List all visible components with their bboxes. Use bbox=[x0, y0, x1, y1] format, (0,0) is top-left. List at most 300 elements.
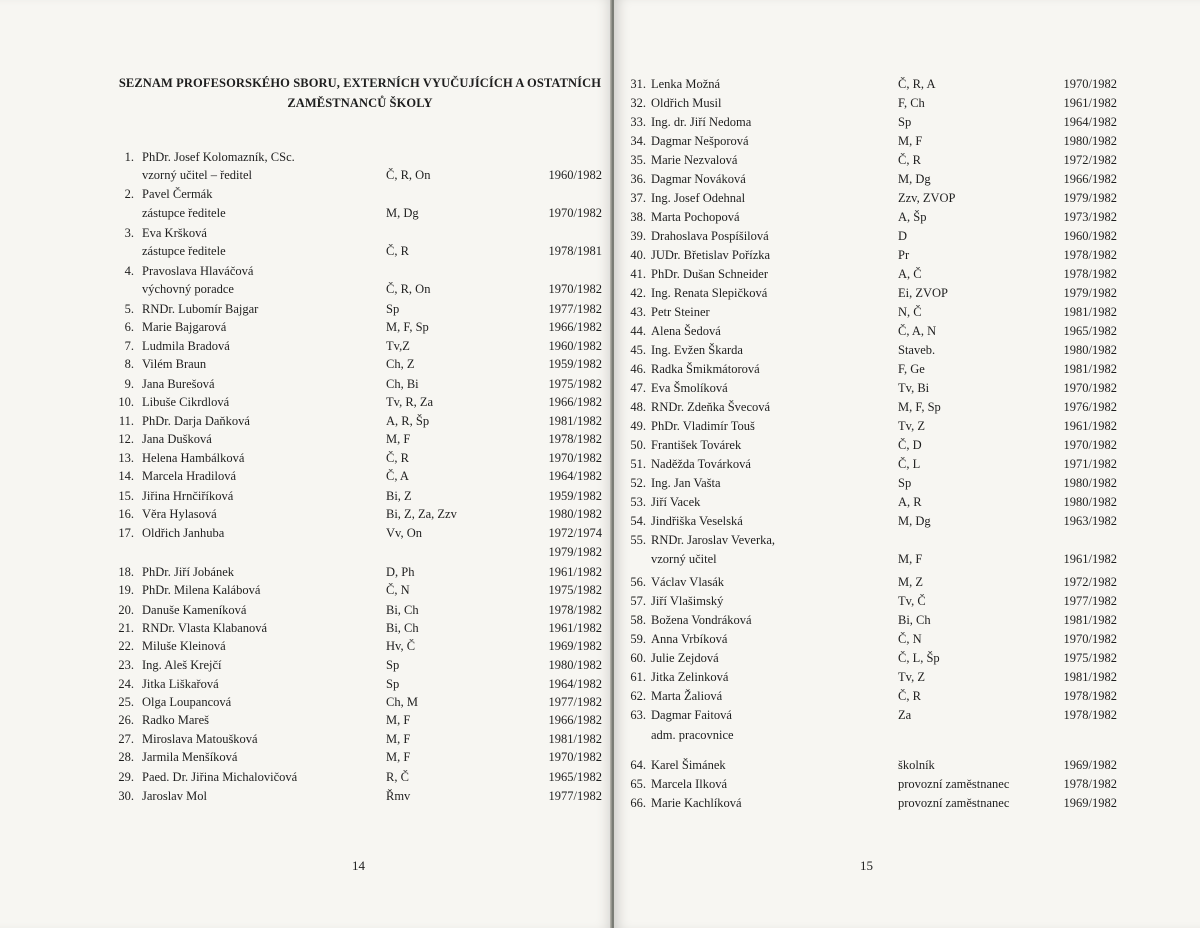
list-item bbox=[614, 303, 1200, 321]
entry-number: 1. bbox=[124, 150, 134, 164]
list-item bbox=[614, 75, 1200, 93]
entry-name: Helena Hambálková bbox=[142, 451, 245, 465]
entry-years: 1977/1982 bbox=[548, 789, 602, 803]
entry-number: 21. bbox=[118, 621, 134, 635]
entry-number: 43. bbox=[630, 305, 646, 319]
entry-years: 1980/1982 bbox=[1063, 134, 1117, 148]
list-item bbox=[0, 300, 600, 318]
entry-number: 59. bbox=[630, 632, 646, 646]
entry-name: Miroslava Matoušková bbox=[142, 732, 258, 746]
entry-years: 1980/1982 bbox=[1063, 343, 1117, 357]
page-number-right: 15 bbox=[860, 858, 873, 873]
entry-number: 24. bbox=[118, 677, 134, 691]
entry-years: 1966/1982 bbox=[1063, 172, 1117, 186]
entry-subjects: A, R, Šp bbox=[386, 414, 430, 428]
entry-subjects: M, Z bbox=[898, 575, 923, 589]
entry-number: 66. bbox=[630, 796, 646, 810]
entry-years: 1980/1982 bbox=[548, 658, 602, 672]
entry-subjects: Tv, Z bbox=[898, 419, 925, 433]
list-item bbox=[0, 563, 600, 581]
list-item bbox=[0, 619, 600, 637]
list-item bbox=[614, 322, 1200, 340]
entry-subjects: Tv,Z bbox=[386, 339, 410, 353]
entry-number: 46. bbox=[630, 362, 646, 376]
entry-number: 30. bbox=[118, 789, 134, 803]
entry-years: 1960/1982 bbox=[548, 339, 602, 353]
entry-number: 51. bbox=[630, 457, 646, 471]
list-item bbox=[0, 768, 600, 786]
entry-name: PhDr. Vladimír Touš bbox=[651, 419, 755, 433]
entry-name: Jaroslav Mol bbox=[142, 789, 207, 803]
entry-name: RNDr. Zdeňka Švecová bbox=[651, 400, 771, 414]
entry-subjects: provozní zaměstnanec bbox=[898, 796, 1010, 810]
list-item bbox=[614, 611, 1200, 629]
list-item bbox=[0, 148, 600, 166]
list-item bbox=[614, 630, 1200, 648]
entry-subjects: Sp bbox=[386, 658, 400, 672]
entry-name: Marie Kachlíková bbox=[651, 796, 742, 810]
entry-number: 18. bbox=[118, 565, 134, 579]
entry-number: 48. bbox=[630, 400, 646, 414]
entry-subjects: F, Ch bbox=[898, 96, 925, 110]
entry-name: Marta Žaliová bbox=[651, 689, 723, 703]
list-item bbox=[614, 113, 1200, 131]
page-number-left: 14 bbox=[352, 858, 365, 873]
entry-name: Miluše Kleinová bbox=[142, 639, 226, 653]
entry-years: 1981/1982 bbox=[548, 414, 602, 428]
entry-name: Vilém Braun bbox=[142, 357, 207, 371]
entry-number: 42. bbox=[630, 286, 646, 300]
entry-years: 1970/1982 bbox=[1063, 438, 1117, 452]
entry-years: 1959/1982 bbox=[548, 357, 602, 371]
entry-subjects: Ch, Bi bbox=[386, 377, 419, 391]
entry-years: 1959/1982 bbox=[548, 489, 602, 503]
entry-number: 22. bbox=[118, 639, 134, 653]
heading-line-1: SEZNAM PROFESORSKÉHO SBORU, EXTERNÍCH VYUČUJÍCÍCH A OSTATNÍCH bbox=[118, 76, 602, 90]
entry-number: 62. bbox=[630, 689, 646, 703]
entry-number: 60. bbox=[630, 651, 646, 665]
list-item bbox=[0, 375, 600, 393]
entry-name: Danuše Kameníková bbox=[142, 603, 247, 617]
entry-subjects: Zzv, ZVOP bbox=[898, 191, 956, 205]
entry-subjects: Staveb. bbox=[898, 343, 936, 357]
entry-number: 11. bbox=[118, 414, 134, 428]
entry-years: 1978/1982 bbox=[548, 432, 602, 446]
entry-name: Jana Burešová bbox=[142, 377, 215, 391]
list-item bbox=[0, 581, 600, 599]
entry-name: RNDr. Vlasta Klabanová bbox=[142, 621, 268, 635]
entry-subjects: Č, A, N bbox=[898, 324, 937, 338]
entry-name: PhDr. Darja Daňková bbox=[142, 414, 250, 428]
entry-number: 7. bbox=[124, 339, 134, 353]
entry-subjects: Za bbox=[898, 708, 912, 722]
entry-subjects: Č, L, Šp bbox=[898, 651, 940, 665]
entry-number: 58. bbox=[630, 613, 646, 627]
entry-number: 8. bbox=[124, 357, 134, 371]
entry-name: Oldřich Musil bbox=[651, 96, 722, 110]
entry-number: 41. bbox=[630, 267, 646, 281]
entry-subjects: Č, N bbox=[386, 583, 410, 597]
entry-name: Ing. Jan Vašta bbox=[651, 476, 721, 490]
entry-number: 34. bbox=[630, 134, 646, 148]
entry-subjects: Tv, Bi bbox=[898, 381, 930, 395]
entry-subjects: N, Č bbox=[898, 305, 922, 319]
entry-name: Julie Zejdová bbox=[651, 651, 719, 665]
list-item bbox=[614, 227, 1200, 245]
entry-years: 1980/1982 bbox=[1063, 495, 1117, 509]
list-item bbox=[614, 151, 1200, 169]
list-item bbox=[0, 787, 600, 805]
entry-years: 1971/1982 bbox=[1063, 457, 1117, 471]
entry-subjects: Č, R, On bbox=[386, 282, 431, 296]
entry-name: Ing. Josef Odehnal bbox=[651, 191, 746, 205]
entry-subjects: A, R bbox=[898, 495, 922, 509]
entry-name: PhDr. Dušan Schneider bbox=[651, 267, 768, 281]
entry-years: 1977/1982 bbox=[1063, 594, 1117, 608]
entry-name: Oldřich Janhuba bbox=[142, 526, 225, 540]
list-item bbox=[0, 337, 600, 355]
entry-years: 1960/1982 bbox=[548, 168, 602, 182]
entry-number: 3. bbox=[124, 226, 134, 240]
entry-number: 64. bbox=[630, 758, 646, 772]
entry-name: Ludmila Bradová bbox=[142, 339, 230, 353]
entry-years: 1975/1982 bbox=[1063, 651, 1117, 665]
list-item bbox=[0, 280, 600, 298]
entry-years: 1963/1982 bbox=[1063, 514, 1117, 528]
entry-years: 1961/1982 bbox=[1063, 419, 1117, 433]
list-item bbox=[0, 693, 600, 711]
list-item bbox=[0, 224, 600, 242]
list-item bbox=[614, 284, 1200, 302]
entry-years: 1972/1982 bbox=[1063, 575, 1117, 589]
list-item bbox=[614, 512, 1200, 530]
list-item bbox=[614, 208, 1200, 226]
entry-number: 23. bbox=[118, 658, 134, 672]
entry-name: PhDr. Josef Kolomazník, CSc. bbox=[142, 150, 295, 164]
list-item bbox=[0, 166, 600, 184]
entry-number: 29. bbox=[118, 770, 134, 784]
entry-number: 27. bbox=[118, 732, 134, 746]
entry-number: 53. bbox=[630, 495, 646, 509]
entry-name: JUDr. Břetislav Pořízka bbox=[651, 248, 771, 262]
entry-years: 1981/1982 bbox=[1063, 613, 1117, 627]
entry-subjects: M, Dg bbox=[386, 206, 419, 220]
entry-name: vzorný učitel bbox=[651, 552, 717, 566]
list-item bbox=[614, 687, 1200, 705]
entry-number: 61. bbox=[630, 670, 646, 684]
entry-years: 1979/1982 bbox=[548, 545, 602, 559]
entry-name: Marie Bajgarová bbox=[142, 320, 227, 334]
entry-name: Eva Kršková bbox=[142, 226, 207, 240]
entry-subjects: Č, D bbox=[898, 438, 922, 452]
entry-years: 1961/1982 bbox=[548, 565, 602, 579]
entry-number: 35. bbox=[630, 153, 646, 167]
entry-name: RNDr. Jaroslav Veverka, bbox=[651, 533, 776, 547]
entry-years: 1981/1982 bbox=[1063, 305, 1117, 319]
entry-number: 47. bbox=[630, 381, 646, 395]
entry-years: 1970/1982 bbox=[548, 451, 602, 465]
entry-subjects: M, F bbox=[386, 732, 411, 746]
entry-subjects: Sp bbox=[898, 476, 912, 490]
entry-number: 45. bbox=[630, 343, 646, 357]
list-item bbox=[0, 748, 600, 766]
entry-subjects: Řmv bbox=[386, 789, 411, 803]
entry-subjects: Sp bbox=[386, 677, 400, 691]
entry-years: 1973/1982 bbox=[1063, 210, 1117, 224]
entry-years: 1970/1982 bbox=[1063, 77, 1117, 91]
list-item bbox=[614, 189, 1200, 207]
entry-name: Dagmar Nešporová bbox=[651, 134, 749, 148]
entry-years: 1969/1982 bbox=[1063, 796, 1117, 810]
list-item bbox=[0, 601, 600, 619]
list-item bbox=[614, 474, 1200, 492]
entry-number: 55. bbox=[630, 533, 646, 547]
entry-number: 10. bbox=[118, 395, 134, 409]
entry-number: 19. bbox=[118, 583, 134, 597]
entry-years: 1970/1982 bbox=[548, 750, 602, 764]
entry-name: Marta Pochopová bbox=[651, 210, 740, 224]
list-item bbox=[614, 592, 1200, 610]
list-item bbox=[614, 668, 1200, 686]
entry-years: 1978/1981 bbox=[548, 244, 602, 258]
entry-name: RNDr. Lubomír Bajgar bbox=[142, 302, 259, 316]
entry-years: 1981/1982 bbox=[1063, 362, 1117, 376]
list-item bbox=[0, 262, 600, 280]
entry-name: Jitka Zelinková bbox=[651, 670, 729, 684]
entry-years: 1972/1974 bbox=[548, 526, 602, 540]
list-item bbox=[614, 455, 1200, 473]
heading-line-2: ZAMĚSTNANCŮ ŠKOLY bbox=[287, 96, 433, 110]
entry-name: Věra Hylasová bbox=[142, 507, 217, 521]
entry-number: 56. bbox=[630, 575, 646, 589]
entry-subjects: D bbox=[898, 229, 908, 243]
entry-subjects: F, Ge bbox=[898, 362, 925, 376]
entry-name: Jana Dušková bbox=[142, 432, 212, 446]
entry-number: 15. bbox=[118, 489, 134, 503]
entry-subjects: Ch, M bbox=[386, 695, 418, 709]
entry-name: Libuše Cikrdlová bbox=[142, 395, 230, 409]
entry-years: 1980/1982 bbox=[1063, 476, 1117, 490]
entry-name: Jarmila Menšíková bbox=[142, 750, 238, 764]
entry-name: PhDr. Milena Kalábová bbox=[142, 583, 261, 597]
list-item bbox=[614, 341, 1200, 359]
entry-subjects: Sp bbox=[386, 302, 400, 316]
entry-years: 1966/1982 bbox=[548, 713, 602, 727]
entry-subjects: Vv, On bbox=[386, 526, 422, 540]
entry-subjects: provozní zaměstnanec bbox=[898, 777, 1010, 791]
list-item bbox=[0, 711, 600, 729]
entry-years: 1969/1982 bbox=[1063, 758, 1117, 772]
entry-number: 50. bbox=[630, 438, 646, 452]
entry-number: 40. bbox=[630, 248, 646, 262]
list-item bbox=[0, 637, 600, 655]
entry-number: 25. bbox=[118, 695, 134, 709]
entry-years: 1978/1982 bbox=[548, 603, 602, 617]
list-item bbox=[614, 417, 1200, 435]
entry-subjects: M, F, Sp bbox=[898, 400, 941, 414]
entry-years: 1966/1982 bbox=[548, 395, 602, 409]
list-item bbox=[614, 726, 1200, 744]
list-item bbox=[0, 430, 600, 448]
entry-subjects: Č, R bbox=[386, 244, 409, 258]
entry-number: 52. bbox=[630, 476, 646, 490]
entry-name: Anna Vrbíková bbox=[651, 632, 728, 646]
entry-name: Alena Šedová bbox=[651, 324, 721, 338]
entry-subjects: M, F bbox=[898, 134, 923, 148]
entry-number: 5. bbox=[124, 302, 134, 316]
entry-name: Václav Vlasák bbox=[651, 575, 725, 589]
entry-years: 1977/1982 bbox=[548, 302, 602, 316]
entry-subjects: Č, A bbox=[386, 469, 409, 483]
entry-subjects: Bi, Ch bbox=[386, 603, 419, 617]
entry-subjects: D, Ph bbox=[386, 565, 415, 579]
entry-years: 1979/1982 bbox=[1063, 191, 1117, 205]
entry-number: 9. bbox=[124, 377, 134, 391]
list-item bbox=[614, 398, 1200, 416]
entry-subjects: Č, N bbox=[898, 632, 922, 646]
list-item bbox=[614, 379, 1200, 397]
entry-name: Ing. dr. Jiří Nedoma bbox=[651, 115, 752, 129]
entry-years: 1978/1982 bbox=[1063, 708, 1117, 722]
entry-years: 1979/1982 bbox=[1063, 286, 1117, 300]
entry-years: 1972/1982 bbox=[1063, 153, 1117, 167]
entry-years: 1964/1982 bbox=[548, 469, 602, 483]
entry-name: Marie Nezvalová bbox=[651, 153, 738, 167]
list-item bbox=[0, 505, 600, 523]
entry-years: 1978/1982 bbox=[1063, 248, 1117, 262]
entry-name: Jiří Vacek bbox=[651, 495, 701, 509]
entry-name: Radka Šmikmátorová bbox=[651, 362, 760, 376]
entry-name: Eva Šmolíková bbox=[651, 381, 728, 395]
entry-name: Ing. Evžen Škarda bbox=[651, 343, 743, 357]
entry-subjects: R, Č bbox=[386, 770, 409, 784]
entry-years: 1969/1982 bbox=[548, 639, 602, 653]
entry-name: Marcela Hradilová bbox=[142, 469, 237, 483]
entry-name: Božena Vondráková bbox=[651, 613, 752, 627]
list-item bbox=[614, 493, 1200, 511]
entry-subjects: Č, R bbox=[898, 689, 921, 703]
list-item bbox=[0, 355, 600, 373]
entry-number: 39. bbox=[630, 229, 646, 243]
list-item bbox=[614, 706, 1200, 724]
entry-number: 4. bbox=[124, 264, 134, 278]
list-item bbox=[614, 360, 1200, 378]
list-item bbox=[614, 132, 1200, 150]
entry-years: 1961/1982 bbox=[1063, 552, 1117, 566]
entry-subjects: Bi, Ch bbox=[386, 621, 419, 635]
list-item bbox=[614, 573, 1200, 591]
entry-name: Jitka Liškařová bbox=[142, 677, 219, 691]
list-item bbox=[0, 675, 600, 693]
entry-number: 16. bbox=[118, 507, 134, 521]
entry-name: Olga Loupancová bbox=[142, 695, 232, 709]
list-heading bbox=[110, 73, 610, 113]
list-item bbox=[0, 242, 600, 260]
entry-name: Naděžda Továrková bbox=[651, 457, 751, 471]
entry-name: Radko Mareš bbox=[142, 713, 209, 727]
entry-years: 1976/1982 bbox=[1063, 400, 1117, 414]
entry-subjects: Č, R bbox=[386, 451, 409, 465]
entry-years: 1970/1982 bbox=[1063, 381, 1117, 395]
list-item bbox=[0, 318, 600, 336]
list-item bbox=[614, 794, 1200, 812]
entry-number: 63. bbox=[630, 708, 646, 722]
entry-subjects: Bi, Z, Za, Zzv bbox=[386, 507, 457, 521]
entry-number: 49. bbox=[630, 419, 646, 433]
entry-number: 32. bbox=[630, 96, 646, 110]
entry-subjects: Hv, Č bbox=[386, 639, 416, 653]
entry-years: 1965/1982 bbox=[548, 770, 602, 784]
entry-years: 1965/1982 bbox=[1063, 324, 1117, 338]
entry-name: Jiřina Hrnčiříková bbox=[142, 489, 234, 503]
entry-number: 37. bbox=[630, 191, 646, 205]
list-item bbox=[0, 543, 600, 561]
entry-name: Pavel Čermák bbox=[142, 187, 213, 201]
entry-number: 12. bbox=[118, 432, 134, 446]
list-item bbox=[614, 436, 1200, 454]
entry-subjects: M, F bbox=[386, 432, 411, 446]
entry-number: 14. bbox=[118, 469, 134, 483]
list-item bbox=[0, 449, 600, 467]
entry-subjects: Č, R, A bbox=[898, 77, 936, 91]
list-item bbox=[0, 487, 600, 505]
entry-name: František Továrek bbox=[651, 438, 742, 452]
list-item bbox=[614, 94, 1200, 112]
entry-name: vzorný učitel – ředitel bbox=[142, 168, 253, 182]
entry-number: 28. bbox=[118, 750, 134, 764]
entry-subjects: A, Šp bbox=[898, 210, 927, 224]
entry-number: 33. bbox=[630, 115, 646, 129]
entry-subjects: Č, R, On bbox=[386, 168, 431, 182]
entry-name: adm. pracovnice bbox=[651, 728, 734, 742]
entry-years: 1975/1982 bbox=[548, 377, 602, 391]
entry-years: 1977/1982 bbox=[548, 695, 602, 709]
list-item bbox=[614, 531, 1200, 549]
entry-subjects: Pr bbox=[898, 248, 910, 262]
entry-subjects: Č, R bbox=[898, 153, 921, 167]
entry-subjects: Bi, Z bbox=[386, 489, 412, 503]
entry-subjects: Tv, Č bbox=[898, 594, 926, 608]
entry-subjects: Sp bbox=[898, 115, 912, 129]
entry-subjects: M, F bbox=[386, 750, 411, 764]
entry-name: PhDr. Jiří Jobánek bbox=[142, 565, 235, 579]
entry-subjects: školník bbox=[898, 758, 935, 772]
entry-years: 1978/1982 bbox=[1063, 267, 1117, 281]
entry-number: 20. bbox=[118, 603, 134, 617]
entry-years: 1961/1982 bbox=[1063, 96, 1117, 110]
entry-name: Ing. Aleš Krejčí bbox=[142, 658, 222, 672]
entry-years: 1970/1982 bbox=[548, 206, 602, 220]
entry-name: Dagmar Nováková bbox=[651, 172, 746, 186]
entry-subjects: M, F bbox=[898, 552, 923, 566]
entry-subjects: Č, L bbox=[898, 457, 921, 471]
entry-years: 1970/1982 bbox=[548, 282, 602, 296]
entry-name: Marcela Ilková bbox=[651, 777, 728, 791]
entry-name: Petr Steiner bbox=[651, 305, 710, 319]
entry-years: 1978/1982 bbox=[1063, 777, 1117, 791]
entry-name: Ing. Renata Slepičková bbox=[651, 286, 768, 300]
entry-number: 26. bbox=[118, 713, 134, 727]
entry-years: 1981/1982 bbox=[548, 732, 602, 746]
list-item bbox=[614, 649, 1200, 667]
list-item bbox=[614, 170, 1200, 188]
list-item bbox=[0, 185, 600, 203]
entry-number: 31. bbox=[630, 77, 646, 91]
entry-subjects: M, Dg bbox=[898, 514, 931, 528]
list-item bbox=[614, 246, 1200, 264]
entry-name: Dagmar Faitová bbox=[651, 708, 732, 722]
entry-number: 36. bbox=[630, 172, 646, 186]
